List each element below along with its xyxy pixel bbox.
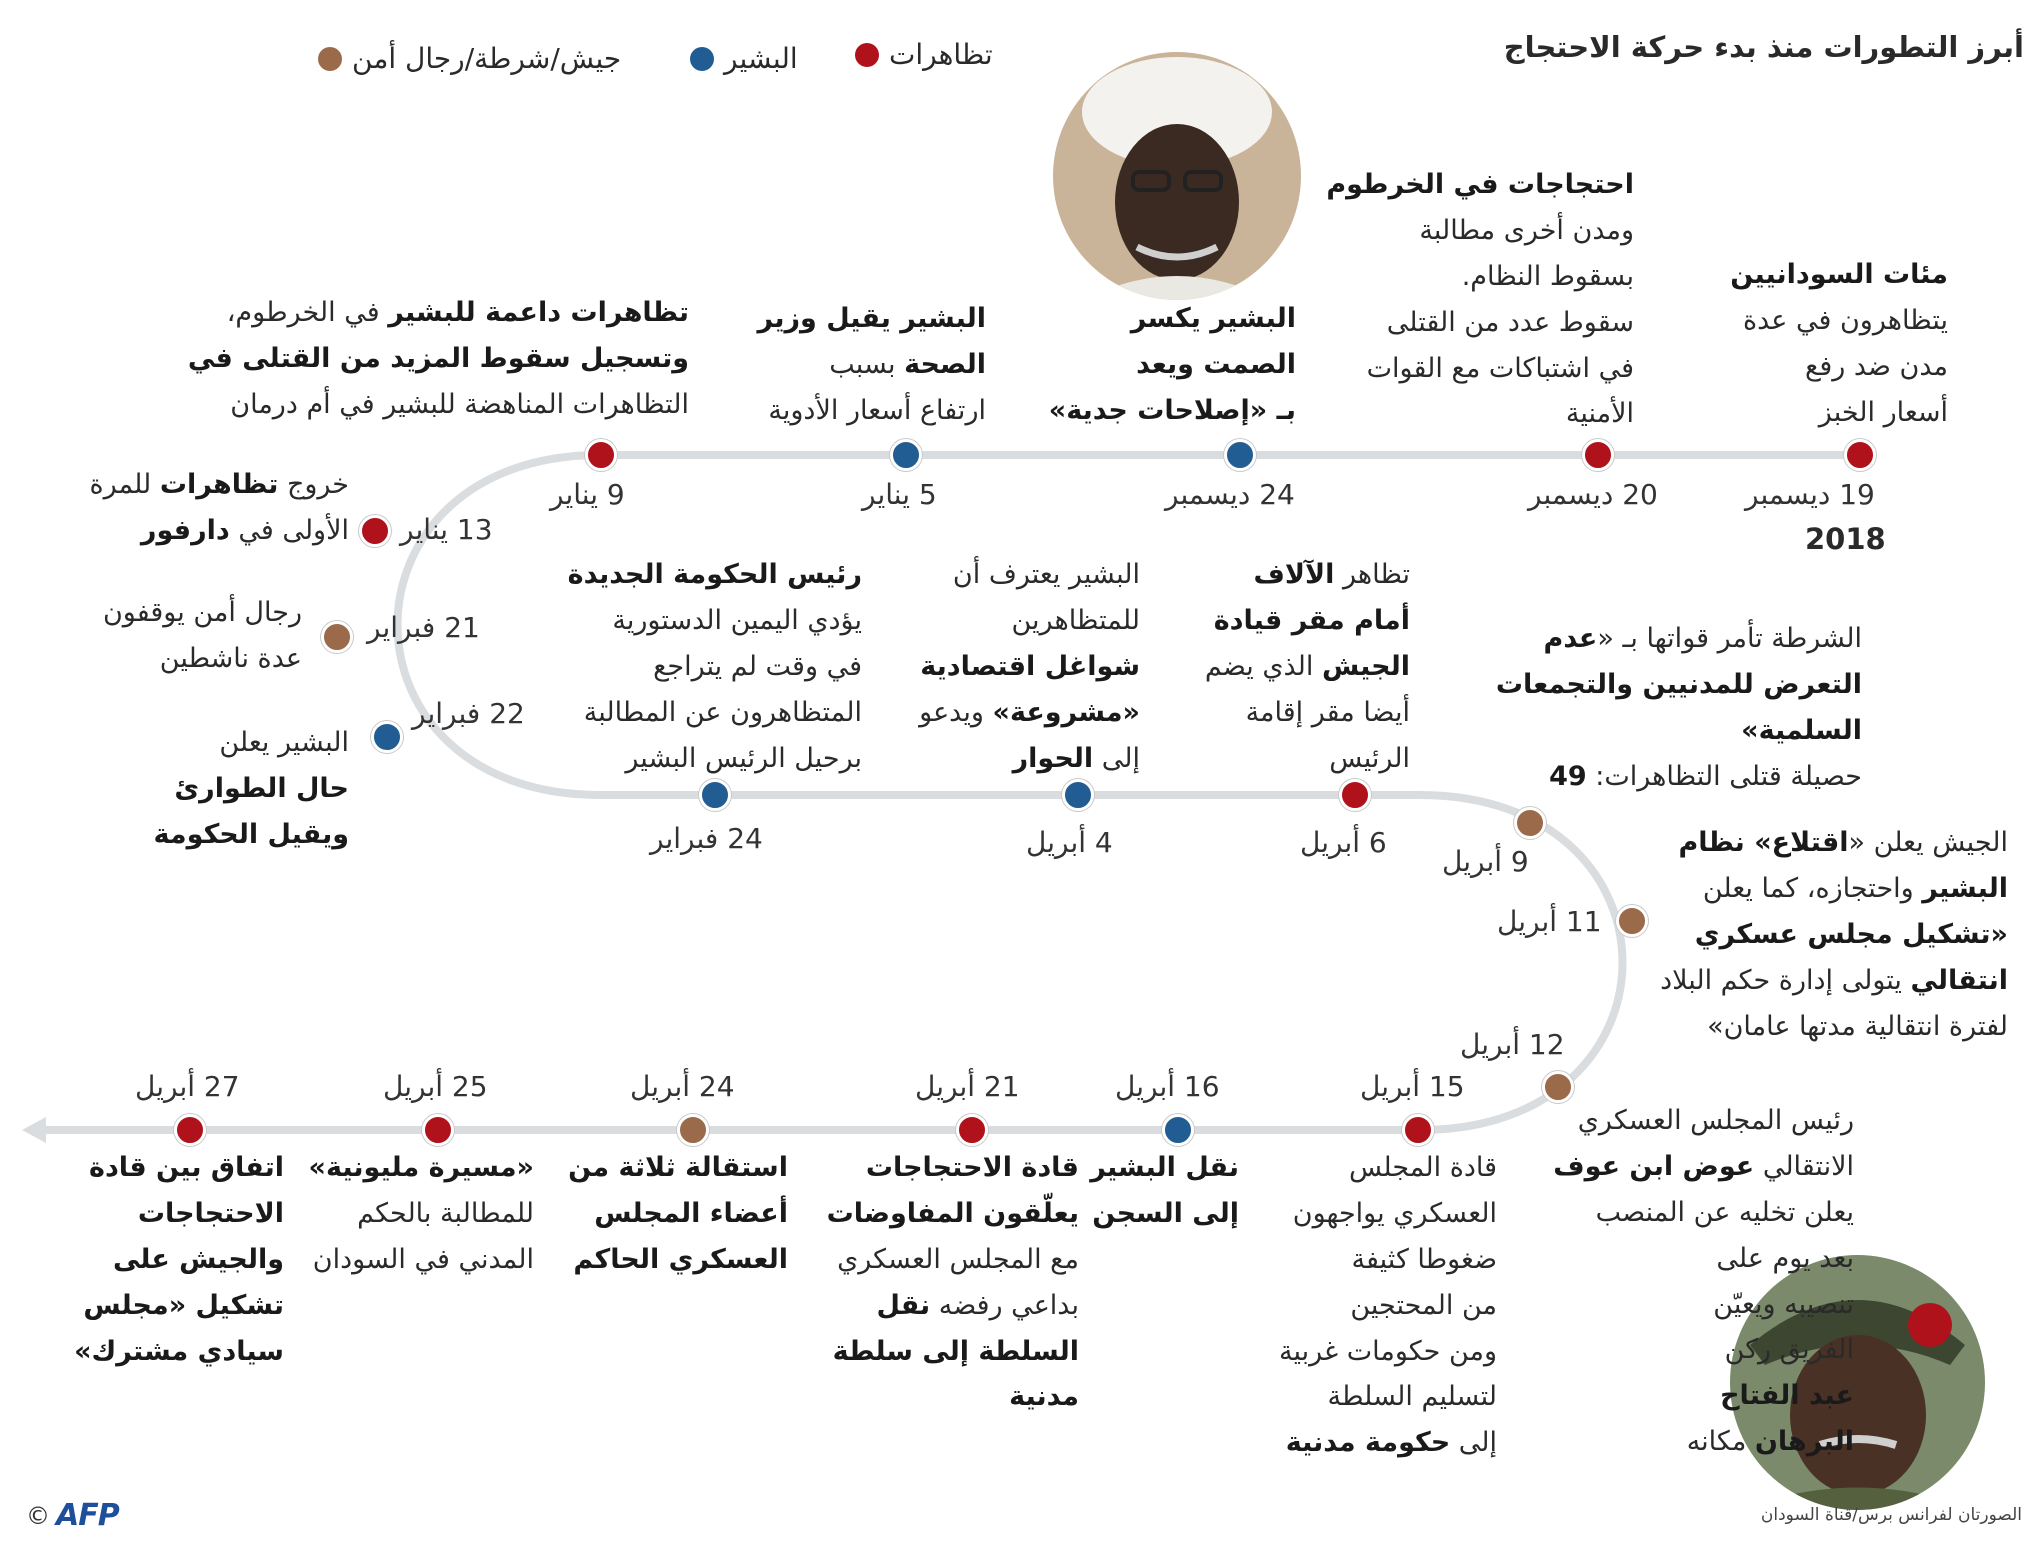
event-dot-apr25 — [422, 1114, 454, 1146]
event-text-apr27: اتفاق بين قادة الاحتجاجات والجيش على تشكيل «مجلس سيادي مشترك» — [74, 1152, 284, 1367]
event-dot-jan5 — [890, 439, 922, 471]
event-dot-jan9 — [585, 439, 617, 471]
event-text-dec20: احتجاجات في الخرطوم ومدن أخرى مطالبة بسقوط النظام. سقوط عدد من القتلى في اشتباكات مع القوات الأمنية — [1326, 169, 1634, 430]
event-dot-apr9 — [1514, 807, 1546, 839]
bashir-portrait — [1053, 52, 1301, 300]
copyright-symbol: © — [26, 1501, 50, 1530]
event-text-apr16: نقل البشير إلى السجن — [1090, 1152, 1239, 1229]
chart-title: أبرز التطورات منذ بدء حركة الاحتجاج — [1503, 30, 2024, 64]
date-jan9: 9 يناير — [550, 478, 625, 511]
event-dot-dec19 — [1844, 439, 1876, 471]
event-dot-apr15 — [1402, 1114, 1434, 1146]
event-dot-apr24 — [677, 1114, 709, 1146]
event-text-apr12: رئيس المجلس العسكري الانتقالي عوض ابن عوف يعلن تخليه عن المنصب بعد يوم على تنصيبه ويعيّن الفريق ركن عبد الفتاح البرهان مكانه — [1553, 1105, 1854, 1458]
legend-army — [318, 42, 621, 75]
event-dot-apr16 — [1162, 1114, 1194, 1146]
event-text-jan9: تظاهرات داعمة للبشير في الخرطوم، وتسجيل سقوط المزيد من القتلى في التظاهرات المناهضة للبشير في أم درمان — [187, 297, 689, 420]
event-dot-feb24 — [699, 779, 731, 811]
event-text-jan13: خروج تظاهرات للمرة الأولى في دارفور — [89, 469, 349, 546]
afp-logo-group — [26, 1498, 119, 1533]
event-dot-apr6 — [1339, 779, 1371, 811]
event-text-apr11: الجيش يعلن «اقتلاع» نظام البشير واحتجازه، كما يعلن «تشكيل مجلس عسكري انتقالي يتولى إدارة حكم البلاد لفترة انتقالية مدتها عامان» — [1660, 827, 2008, 1042]
date-dec24: 24 ديسمبر — [1165, 478, 1295, 511]
date-feb21: 21 فبراير — [367, 611, 480, 644]
date-apr15: 15 أبريل — [1360, 1070, 1465, 1103]
date-feb24: 24 فبراير — [650, 822, 763, 855]
legend-protest — [855, 38, 993, 71]
date-apr25: 25 أبريل — [383, 1070, 488, 1103]
event-text-apr25: «مسيرة مليونية» للمطالبة بالحكم المدني في السودان — [308, 1152, 534, 1275]
afp-logo: AFP — [56, 1498, 119, 1533]
date-dec19: 19 ديسمبر — [1745, 478, 1875, 511]
event-text-feb21: رجال أمن يوقفون عدة ناشطين — [102, 597, 302, 674]
date-apr27: 27 أبريل — [135, 1070, 240, 1103]
photo-credit: الصورتان لفرانس برس/قناة السودان — [1760, 1505, 2022, 1525]
legend-army-dot — [318, 47, 342, 71]
event-dot-dec24 — [1224, 439, 1256, 471]
date-apr16: 16 أبريل — [1115, 1070, 1220, 1103]
event-text-dec24: البشير يكسر الصمت ويعد بـ «إصلاحات جدية» — [1048, 303, 1296, 426]
event-text-apr21: قادة الاحتجاجات يعلّقون المفاوضات مع المجلس العسكري بداعي رفضه نقل السلطة إلى سلطة مدنية — [826, 1152, 1079, 1413]
event-dot-apr21 — [956, 1114, 988, 1146]
event-text-feb22: البشير يعلن حال الطوارئ ويقيل الحكومة — [153, 727, 349, 850]
legend-bashir-label: البشير — [724, 42, 798, 75]
legend-bashir-dot — [690, 47, 714, 71]
event-text-apr24: استقالة ثلاثة من أعضاء المجلس العسكري الحاكم — [568, 1152, 788, 1275]
event-text-feb24: رئيس الحكومة الجديدة يؤدي اليمين الدستورية في وقت لم يتراجع المتظاهرون عن المطالبة برحيل الرئيس البشير — [567, 559, 862, 774]
timeline-arrowhead — [22, 1117, 46, 1143]
event-dot-apr27 — [174, 1114, 206, 1146]
date-feb22: 22 فبراير — [412, 697, 525, 730]
date-apr12: 12 أبريل — [1460, 1028, 1565, 1061]
event-text-apr6: تظاهر الآلاف أمام مقر قيادة الجيش الذي يضم أيضا مقر إقامة الرئيس — [1204, 559, 1410, 774]
date-apr21: 21 أبريل — [915, 1070, 1020, 1103]
event-dot-jan13 — [359, 515, 391, 547]
event-text-apr15: قادة المجلس العسكري يواجهون ضغوطا كثيفة من المحتجين ومن حكومات غربية لتسليم السلطة إلى حكومة مدنية — [1278, 1152, 1497, 1459]
date-jan5: 5 يناير — [862, 478, 937, 511]
event-dot-dec20 — [1582, 439, 1614, 471]
legend-army-label: جيش/شرطة/رجال أمن — [352, 42, 622, 75]
event-text-jan5: البشير يقيل وزير الصحة بسبب ارتفاع أسعار الأدوية — [757, 303, 986, 426]
event-text-dec19: مئات السودانيين يتظاهرون في عدة مدن ضد رفع أسعار الخبز — [1730, 259, 1948, 428]
legend-protest-dot — [855, 43, 879, 67]
date-apr4: 4 أبريل — [1026, 826, 1113, 859]
year-2018: 2018 — [1805, 522, 1886, 556]
date-jan13: 13 يناير — [400, 513, 493, 546]
event-dot-feb21 — [321, 621, 353, 653]
event-text-apr9: الشرطة تأمر قواتها بـ «عدم التعرض للمدنيين والتجمعات السلمية» حصيلة قتلى التظاهرات: 49 — [1495, 623, 1862, 792]
event-dot-apr11 — [1616, 905, 1648, 937]
date-apr11: 11 أبريل — [1497, 905, 1602, 938]
legend-bashir — [690, 42, 798, 75]
legend-protest-label: تظاهرات — [889, 38, 993, 71]
event-dot-feb22 — [371, 721, 403, 753]
event-dot-apr4 — [1062, 779, 1094, 811]
event-text-apr4: البشير يعترف أن للمتظاهرين شواغل اقتصادية «مشروعة» ويدعو إلى الحوار — [919, 559, 1140, 774]
date-apr9: 9 أبريل — [1442, 845, 1529, 878]
date-apr24: 24 أبريل — [630, 1070, 735, 1103]
date-apr6: 6 أبريل — [1300, 826, 1387, 859]
date-dec20: 20 ديسمبر — [1528, 478, 1658, 511]
